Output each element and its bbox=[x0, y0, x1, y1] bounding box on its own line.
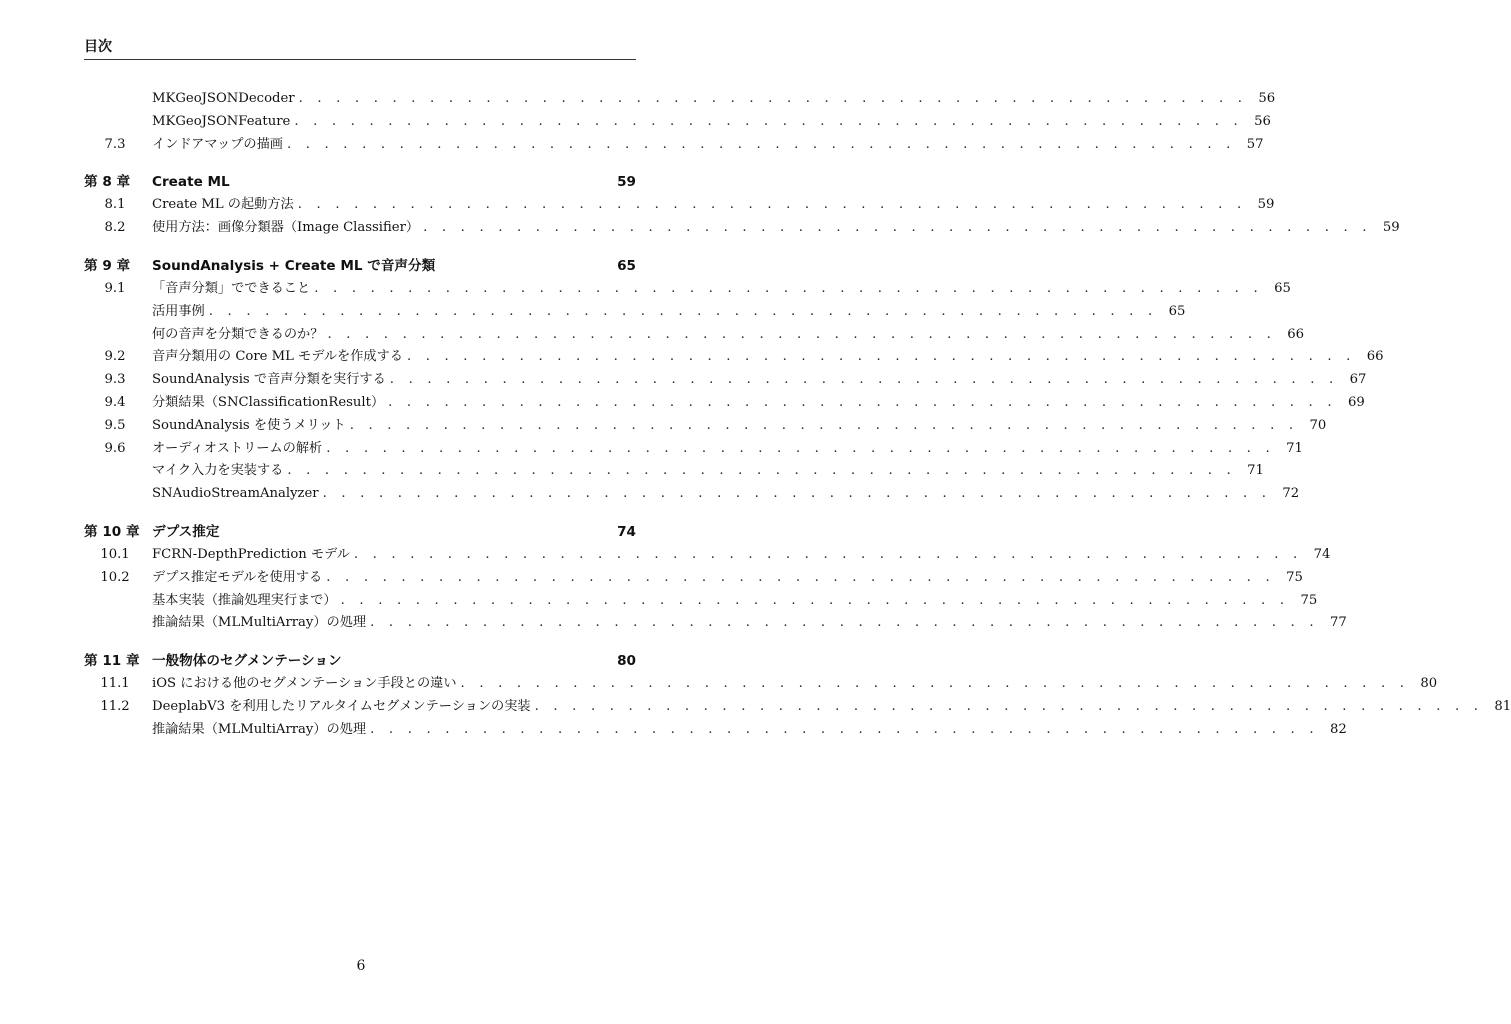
toc-entry-number: 9.1 bbox=[104, 280, 126, 296]
chapter-title: Create ML bbox=[152, 174, 230, 191]
toc-entry-page: 65 bbox=[1274, 280, 1291, 296]
toc-entry-number: 9.6 bbox=[104, 440, 126, 456]
chapter-page: 74 bbox=[617, 523, 636, 540]
toc-entry[interactable] bbox=[84, 346, 1384, 369]
toc-entry-page: 59 bbox=[1257, 197, 1275, 213]
toc-entry-page: 71 bbox=[1247, 463, 1264, 479]
toc-entry-page: 75 bbox=[1300, 592, 1318, 608]
toc-entry[interactable] bbox=[84, 88, 1276, 111]
toc-entry[interactable] bbox=[84, 217, 1400, 240]
toc-entry-title: MKGeoJSONDecoder bbox=[152, 88, 299, 111]
toc-entry-page: 56 bbox=[1254, 113, 1271, 129]
toc-entry-title: 活用事例 bbox=[152, 301, 209, 324]
toc-entry-page: 65 bbox=[1168, 303, 1186, 319]
toc-entry[interactable] bbox=[84, 612, 1347, 635]
leader-dots: . . . . . . . . . . . . . . . . . . . . . . . . . . . . . . . . . . . . . . . . . . . . . . . . . . . bbox=[326, 440, 1275, 456]
chapter-number: 第 9 章 bbox=[84, 257, 131, 274]
toc-entry-title: 「音声分類」でできること bbox=[152, 278, 314, 301]
chapter-page: 65 bbox=[617, 257, 636, 274]
leader-dots: . . . . . . . . . . . . . . . . . . . . . . . . . . . . . . . . . . . . . . . . . . . . . . . . . . . bbox=[326, 569, 1275, 585]
running-header bbox=[84, 36, 636, 60]
toc-entry-page: 56 bbox=[1258, 91, 1276, 106]
leader-dots: . . . . . . . . . . . . . . . . . . . . . . . . . . . . . . . . . . . . . . . . . . . . . . . . . . . bbox=[294, 113, 1243, 129]
leader-dots: . . . . . . . . . . . . . . . . . . . . . . . . . . . . . . . . . . . . . . . . . . . . . . . . . . . bbox=[370, 615, 1319, 631]
toc-entry-title: オーディオストリームの解析 bbox=[152, 438, 326, 461]
toc-entry-number: 8.1 bbox=[104, 197, 126, 213]
toc-entry-number: 10.2 bbox=[100, 569, 130, 585]
toc-entry[interactable] bbox=[84, 111, 1271, 134]
toc-entry-page: 66 bbox=[1366, 349, 1384, 365]
leader-dots: . . . . . . . . . . . . . . . . . . . . . . . . . . . . . . . . . . . . . . . . . . . . . . . . . . . bbox=[314, 280, 1263, 296]
leader-dots: . . . . . . . . . . . . . . . . . . . . . . . . . . . . . . . . . . . . . . . . . . . . . . . . . . . bbox=[460, 676, 1410, 692]
toc-entry-number: 11.2 bbox=[100, 698, 130, 714]
leader-dots: . . . . . . . . . . . . . . . . . . . . . . . . . . . . . . . . . . . . . . . . . . . . . . . . . . . bbox=[534, 698, 1484, 714]
toc-entry-title: SoundAnalysis で音声分類を実行する bbox=[152, 369, 390, 392]
toc-entry-title: 推論結果（MLMultiArray）の処理 bbox=[152, 719, 370, 742]
leader-dots: . . . . . . . . . . . . . . . . . . . . . . . . . . . . . . . . . . . . . . . . . . . . . . . . . . . bbox=[353, 546, 1303, 562]
chapter-title: SoundAnalysis + Create ML で音声分類 bbox=[152, 257, 436, 274]
toc-entry-page: 82 bbox=[1329, 721, 1347, 737]
table-of-contents bbox=[84, 88, 1511, 742]
leader-dots: . . . . . . . . . . . . . . . . . . . . . . . . . . . . . . . . . . . . . . . . . . . . . . . . . . . bbox=[370, 721, 1319, 737]
toc-entry-title: 分類結果（SNClassificationResult） bbox=[152, 392, 388, 415]
toc-entry-number: 10.1 bbox=[100, 546, 130, 562]
toc-entry-title: FCRN-DepthPrediction モデル bbox=[152, 544, 354, 567]
toc-entry[interactable] bbox=[84, 369, 1367, 392]
chapter-heading-11[interactable] bbox=[84, 649, 636, 673]
chapter-page: 59 bbox=[617, 174, 636, 191]
leader-dots: . . . . . . . . . . . . . . . . . . . . . . . . . . . . . . . . . . . . . . . . . . . . . . . . . . . bbox=[406, 349, 1356, 365]
toc-entry-title: SNAudioStreamAnalyzer bbox=[152, 483, 323, 506]
toc-entry-title: 使用方法：画像分類器（Image Classifier） bbox=[152, 217, 423, 240]
toc-entry[interactable] bbox=[84, 590, 1318, 613]
toc-entry-title: デプス推定モデルを使用する bbox=[152, 567, 326, 590]
toc-entry-title: iOS における他のセグメンテーション手段との違い bbox=[152, 673, 461, 696]
chapter-heading-9[interactable] bbox=[84, 254, 636, 278]
toc-entry[interactable] bbox=[84, 567, 1303, 590]
toc-entry[interactable] bbox=[84, 415, 1327, 438]
chapter-number: 第 11 章 bbox=[84, 653, 140, 670]
header-title: 目次 bbox=[84, 39, 112, 55]
toc-entry[interactable] bbox=[84, 483, 1300, 506]
toc-entry-page: 75 bbox=[1286, 569, 1303, 585]
toc-entry[interactable] bbox=[84, 696, 1511, 719]
toc-entry-number: 9.3 bbox=[104, 372, 126, 388]
toc-entry-page: 71 bbox=[1286, 440, 1303, 456]
chapter-heading-8[interactable] bbox=[84, 170, 636, 194]
leader-dots: . . . . . . . . . . . . . . . . . . . . . . . . . . . . . . . . . . . . . . . . . . . . . . . . . . . bbox=[388, 394, 1337, 410]
toc-entry[interactable] bbox=[84, 301, 1186, 324]
toc-entry-number: 7.3 bbox=[104, 136, 126, 152]
chapter-title: 一般物体のセグメンテーション bbox=[152, 653, 342, 670]
toc-entry[interactable] bbox=[84, 460, 1264, 483]
page-footer bbox=[0, 958, 722, 974]
chapter-number: 第 8 章 bbox=[84, 174, 131, 191]
leader-dots: . . . . . . . . . . . . . . . . . . . . . . . . . . . . . . . . . . . . . . . . . . . . . . . . . . . bbox=[340, 592, 1290, 608]
toc-entry-page: 59 bbox=[1382, 220, 1400, 236]
toc-entry-page: 72 bbox=[1282, 486, 1300, 502]
toc-entry-title: Create ML の起動方法 bbox=[152, 194, 298, 217]
leader-dots: . . . . . . . . . . . . . . . . . . . . . . . . . . . . . . . . . . . . . . . . . . . . . . . . . . . bbox=[423, 220, 1372, 236]
toc-entry[interactable] bbox=[84, 324, 1305, 347]
chapter-number: 第 10 章 bbox=[84, 523, 140, 540]
chapter-title: デプス推定 bbox=[152, 523, 220, 540]
chapter-heading-10[interactable] bbox=[84, 520, 636, 544]
toc-entry-title: SoundAnalysis を使うメリット bbox=[152, 415, 350, 438]
leader-dots: . . . . . . . . . . . . . . . . . . . . . . . . . . . . . . . . . . . . . . . . . . . . . . . . . . . bbox=[349, 417, 1299, 433]
leader-dots: . . . . . . . . . . . . . . . . . . . . . . . . . . . . . . . . . . . . . . . . . . . . . . . . . . . bbox=[389, 372, 1339, 388]
toc-entry-title: 音声分類用の Core ML モデルを作成する bbox=[152, 346, 407, 369]
toc-entry-page: 80 bbox=[1420, 676, 1438, 692]
toc-entry-number: 9.5 bbox=[104, 417, 126, 433]
toc-entry-page: 77 bbox=[1329, 615, 1347, 631]
toc-entry-title: 基本実装（推論処理実行まで） bbox=[152, 590, 341, 613]
toc-entry-title: MKGeoJSONFeature bbox=[152, 111, 294, 134]
toc-entry[interactable] bbox=[84, 278, 1291, 301]
page-number: 6 bbox=[356, 958, 366, 974]
leader-dots: . . . . . . . . . . . . . . . . . . . . . . . . . . . . . . . . . . . . . . . . . . . . . . . . . . . bbox=[287, 463, 1236, 479]
toc-entry[interactable] bbox=[84, 438, 1303, 461]
toc-entry[interactable] bbox=[84, 673, 1438, 696]
toc-entry-title: インドアマップの描画 bbox=[152, 134, 287, 157]
toc-entry-page: 69 bbox=[1347, 394, 1365, 410]
toc-entry-number: 9.2 bbox=[104, 349, 126, 365]
toc-entry[interactable] bbox=[84, 719, 1347, 742]
toc-entry-page: 81 bbox=[1494, 698, 1511, 714]
toc-entry[interactable] bbox=[84, 134, 1264, 157]
leader-dots: . . . . . . . . . . . . . . . . . . . . . . . . . . . . . . . . . . . . . . . . . . . . . . . . . . . bbox=[298, 91, 1248, 106]
leader-dots: . . . . . . . . . . . . . . . . . . . . . . . . . . . . . . . . . . . . . . . . . . . . . . . . . . . bbox=[286, 136, 1236, 152]
toc-entry[interactable] bbox=[84, 544, 1331, 567]
toc-entry-title: 推論結果（MLMultiArray）の処理 bbox=[152, 612, 370, 635]
toc-entry-page: 67 bbox=[1349, 372, 1367, 388]
toc-entry-title: DeeplabV3 を利用したリアルタイムセグメンテーションの実装 bbox=[152, 696, 535, 719]
toc-entry-number: 11.1 bbox=[100, 676, 130, 692]
leader-dots: . . . . . . . . . . . . . . . . . . . . . . . . . . . . . . . . . . . . . . . . . . . . . . . . . . . bbox=[327, 326, 1277, 342]
toc-entry[interactable] bbox=[84, 392, 1365, 415]
toc-entry-title: 何の音声を分類できるのか？ bbox=[152, 324, 327, 347]
chapter-page: 80 bbox=[617, 653, 636, 670]
leader-dots: . . . . . . . . . . . . . . . . . . . . . . . . . . . . . . . . . . . . . . . . . . . . . . . . . . . bbox=[322, 486, 1272, 502]
toc-entry-page: 74 bbox=[1313, 546, 1331, 562]
leader-dots: . . . . . . . . . . . . . . . . . . . . . . . . . . . . . . . . . . . . . . . . . . . . . . . . . . . bbox=[297, 197, 1247, 213]
toc-entry-number: 8.2 bbox=[104, 220, 126, 236]
toc-entry-number: 9.4 bbox=[104, 394, 126, 410]
toc-entry-title: マイク入力を実装する bbox=[152, 460, 287, 483]
leader-dots: . . . . . . . . . . . . . . . . . . . . . . . . . . . . . . . . . . . . . . . . . . . . . . . . . . . bbox=[208, 303, 1158, 319]
toc-entry-page: 70 bbox=[1309, 417, 1327, 433]
toc-entry[interactable] bbox=[84, 194, 1275, 217]
toc-entry-page: 57 bbox=[1246, 136, 1264, 152]
toc-entry-page: 66 bbox=[1287, 326, 1305, 342]
